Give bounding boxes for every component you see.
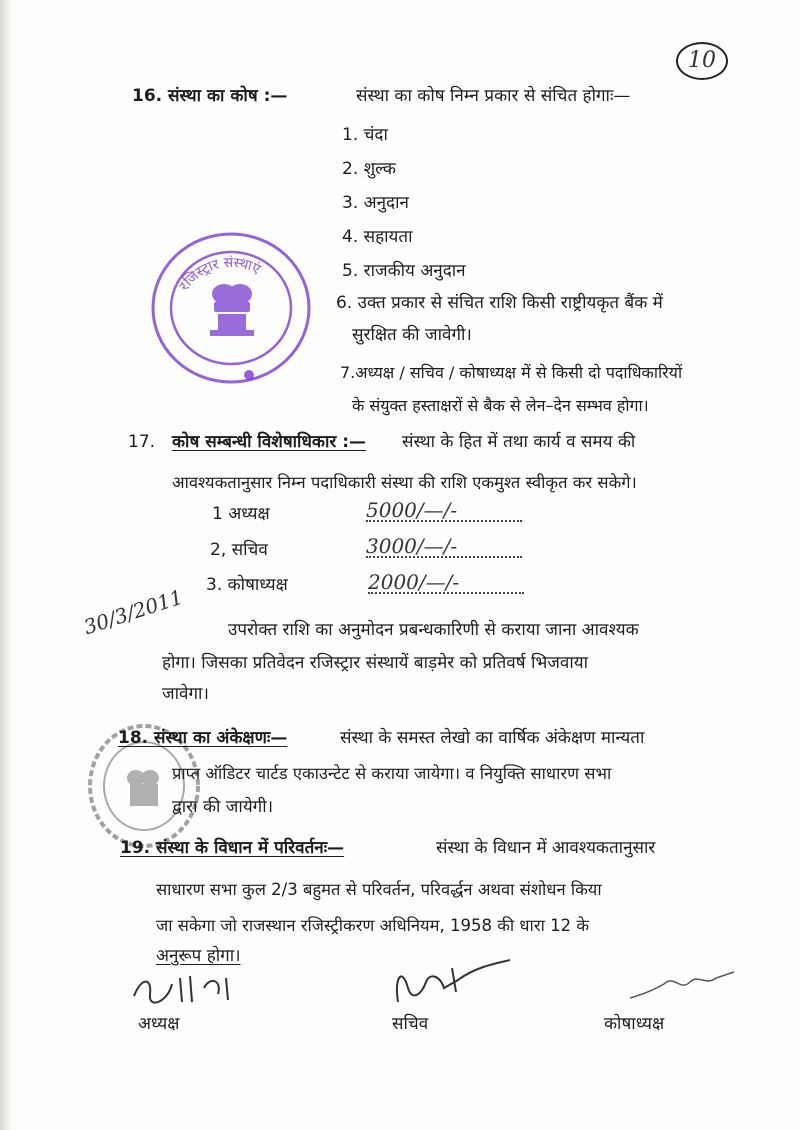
list-item: 2. शुल्क	[342, 159, 396, 179]
signature-role-treasurer: कोषाध्यक्ष	[604, 1014, 665, 1034]
sec19-line2: साधारण सभा कुल 2/3 बहुमत से परिवर्तन, परिवर्द्धन अथवा संशोधन किया	[156, 880, 602, 899]
list-item: 7.अध्यक्ष / सचिव / कोषाध्यक्ष में से किसी दो पदाधिकारियों	[340, 363, 683, 382]
approval-line-1: उपरोक्त राशि का अनुमोदन प्रबन्धकारिणी से कराया जाना आवश्यक	[228, 620, 639, 640]
page-number: 10	[676, 42, 728, 80]
sec19-heading: 19. संस्था के विधान में परिवर्तनः—	[120, 838, 345, 858]
svg-text:रजिस्ट्रार संस्थाएं: रजिस्ट्रार संस्थाएं	[176, 254, 263, 294]
officer-amount: 5000/—/-	[366, 500, 522, 522]
signature-president	[128, 966, 258, 1014]
officer-label: 2, सचिव	[210, 540, 268, 560]
margin-date-note: 30/3/2011	[80, 584, 186, 640]
sec19-line1: संस्था के विधान में आवश्यकतानुसार	[436, 838, 656, 858]
list-item: 6. उक्त प्रकार से संचित राशि किसी राष्ट्रीयकृत बैंक में	[336, 293, 663, 313]
sec18-line3: द्वारा की जायेगी।	[172, 797, 274, 817]
sec16-intro: संस्था का कोष निम्न प्रकार से संचित होगाः—	[356, 86, 631, 106]
signature-secretary	[388, 958, 518, 1012]
signature-role-secretary: सचिव	[392, 1014, 429, 1034]
sec17-number: 17.	[128, 432, 156, 452]
signature-role-president: अध्यक्ष	[138, 1014, 180, 1034]
sec18-heading: 18. संस्था का अंकेक्षणः—	[118, 728, 288, 748]
officer-label: 3. कोषाध्यक्ष	[206, 575, 288, 595]
list-item-cont: के संयुक्त हस्ताक्षरों से बैक से लेन–देन सम्भव होगा।	[352, 396, 649, 415]
sec19-line3: जा सकेगा जो राजस्थान रजिस्ट्रीकरण अधिनियम, 1958 की धारा 12 के	[156, 916, 590, 935]
list-item: 3. अनुदान	[342, 193, 409, 213]
officer-amount: 2000/—/-	[368, 572, 524, 594]
sec16-heading: 16. संस्था का कोष :—	[132, 86, 288, 106]
list-item: 4. सहायता	[342, 227, 413, 247]
sec18-line1: संस्था के समस्त लेखो का वार्षिक अंकेक्षण मान्यता	[340, 728, 645, 748]
list-item: 1. चंदा	[342, 125, 388, 145]
officer-amount: 3000/—/-	[366, 536, 522, 558]
sec17-heading: कोष सम्बन्धी विशेषाधिकार :—	[172, 432, 367, 452]
list-item-cont: सुरक्षित की जावेगी।	[352, 325, 472, 345]
registrar-seal-stamp	[148, 228, 314, 388]
sec19-line4: अनुरूप होगा।	[156, 946, 241, 966]
approval-line-2: होगा। जिसका प्रतिवेदन रजिस्ट्रार संस्थायें बाड़मेर को प्रतिवर्ष भिजवाया	[162, 653, 589, 673]
officer-label: 1 अध्यक्ष	[212, 504, 270, 524]
signature-treasurer	[624, 964, 744, 1012]
sec17-line2: आवश्यकतानुसार निम्न पदाधिकारी संस्था की राशि एकमुश्त स्वीकृत कर सकेगे।	[172, 473, 637, 492]
list-item: 5. राजकीय अनुदान	[342, 261, 466, 281]
page-edge-shadow	[0, 0, 12, 1130]
sec17-line1: संस्था के हित में तथा कार्य व समय की	[402, 432, 636, 452]
sec18-line2: प्राप्त ऑडिटर चार्टड एकाउन्टेट से कराया जायेगा। व नियुक्ति साधारण सभा	[172, 764, 612, 783]
approval-line-3: जावेगा।	[162, 684, 209, 704]
